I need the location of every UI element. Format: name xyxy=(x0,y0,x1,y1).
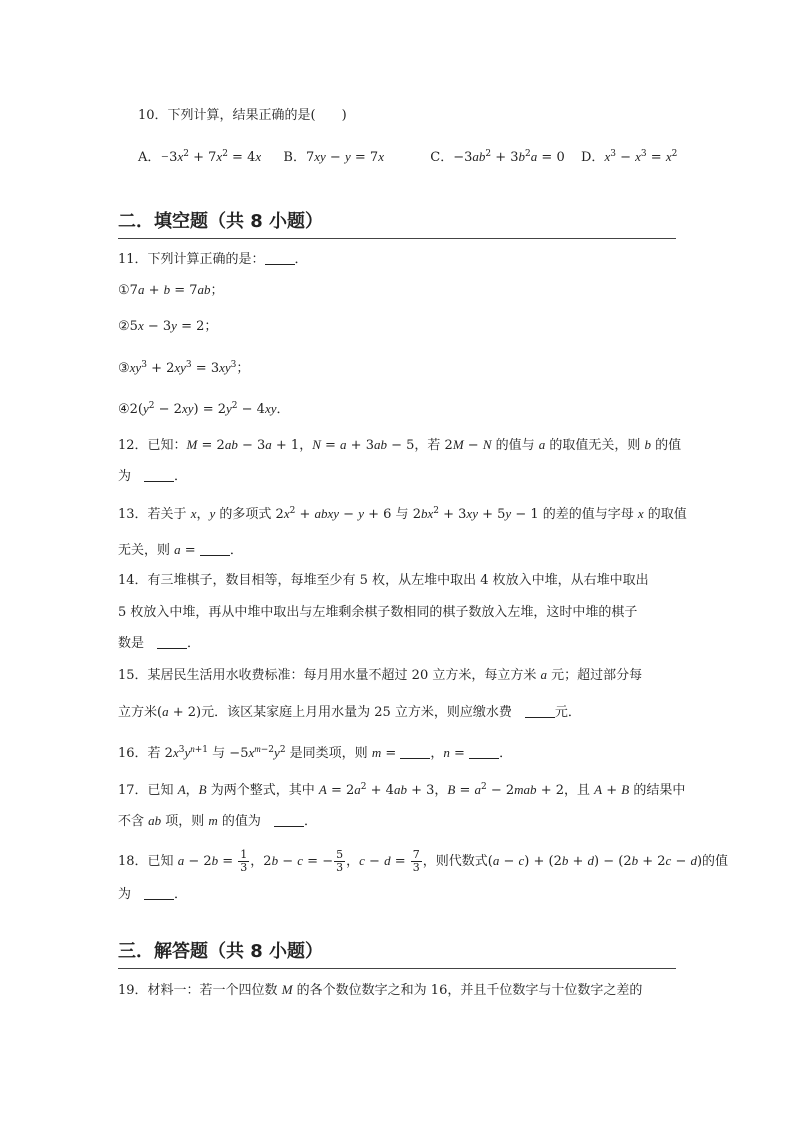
q12-line-2: 为 ． xyxy=(118,469,188,484)
q10-option-c: C．$-3ab^2 + 3b^2a = 0$ xyxy=(430,149,565,165)
q11-stem: 11．下列计算正确的是： ． xyxy=(118,252,308,267)
q10-option-b: B．7xy − y = 7x xyxy=(283,149,384,165)
q11-item-2: ②5x − 3y = 2； xyxy=(118,318,218,334)
q10-option-d: D．$x^3 - x^3 = x^2$ xyxy=(581,149,678,165)
q12-line-1: 12．已知：M = 2ab − 3a + 1，N = a + 3ab − 5，若 2M − N 的值与 a 的取值无关，则 b 的值 xyxy=(118,437,682,453)
q10-option-a: A．$-3x^2 + 7x^2 = 4x$ xyxy=(138,149,262,165)
q10-options xyxy=(138,147,677,168)
section-title-solutions: 三．解答题（共 8 小题） xyxy=(118,940,676,969)
q10-stem: 10．下列计算，结果正确的是( ) xyxy=(138,108,347,123)
q18-line-1: 18．已知 a − 2b = $\frac{1}{3}$ ，2b − c = − $\frac{5}{3}$ ，c − d = $\frac{7}{3}$ ，则代数式(a − c) + (2b + d) − (2b + 2c − d)的值 xyxy=(118,848,729,874)
q17-line-1: 17．已知 A，B 为两个整式，其中 $A = 2a^2 + 4ab + 3$，$B = a^2 - 2mab + 2$，且 A + B 的结果中 xyxy=(118,782,686,798)
q11-item-3: $③xy^3 + 2xy^3 = 3xy^3$； xyxy=(118,360,250,376)
q19-line-1: 19．材料一：若一个四位数 M 的各个数位数字之和为 16，并且千位数字与十位数字之差的 xyxy=(118,982,643,998)
q18-line-2: 为 ． xyxy=(118,887,188,902)
q11-item-4: $④2(y^2 - 2xy) = 2y^2 - 4xy$． xyxy=(118,401,290,417)
q15-line-2: 立方米(a + 2)元．该区某家庭上月用水量为 25 立方米，则应缴水费 元． xyxy=(118,704,581,720)
q15-line-1: 15．某居民生活用水收费标准：每月用水量不超过 20 立方米，每立方米 a 元；超过部分每 xyxy=(118,667,643,683)
fraction-seven-thirds: $\frac{7}{3}$ xyxy=(412,848,420,874)
q17-line-2: 不含 ab 项，则 m 的值为 ． xyxy=(118,813,317,829)
q14-line-1: 14．有三堆棋子，数目相等，每堆至少有 5 枚，从左堆中取出 4 枚放入中堆，从右堆中取出 xyxy=(118,573,649,588)
fraction-five-thirds: $\frac{5}{3}$ xyxy=(336,848,344,874)
q13-line-1: 13．若关于 x，y 的多项式 $2x^2$ + abxy − y + 6 与 $2bx^2 + 3xy + 5y - 1$ 的差的值与字母 x 的取值 xyxy=(118,506,687,522)
q16-line: 16．若 $2x^3y^{n+1}$ 与 $-5x^{m-2}y^2$ 是同类项，则 m = ，n = ． xyxy=(118,744,513,761)
q14-line-3: 数是 ． xyxy=(118,636,201,651)
section-title-fill-in: 二．填空题（共 8 小题） xyxy=(118,210,676,239)
q14-line-2: 5 枚放入中堆，再从中堆中取出与左堆剩余棋子数相同的棋子数放入左堆，这时中堆的棋子 xyxy=(118,605,638,620)
q13-line-2: 无关，则 a = ． xyxy=(118,542,243,558)
fraction-one-third: $\frac{1}{3}$ xyxy=(240,848,248,874)
q11-item-1: ①7a + b = 7ab； xyxy=(118,282,224,298)
